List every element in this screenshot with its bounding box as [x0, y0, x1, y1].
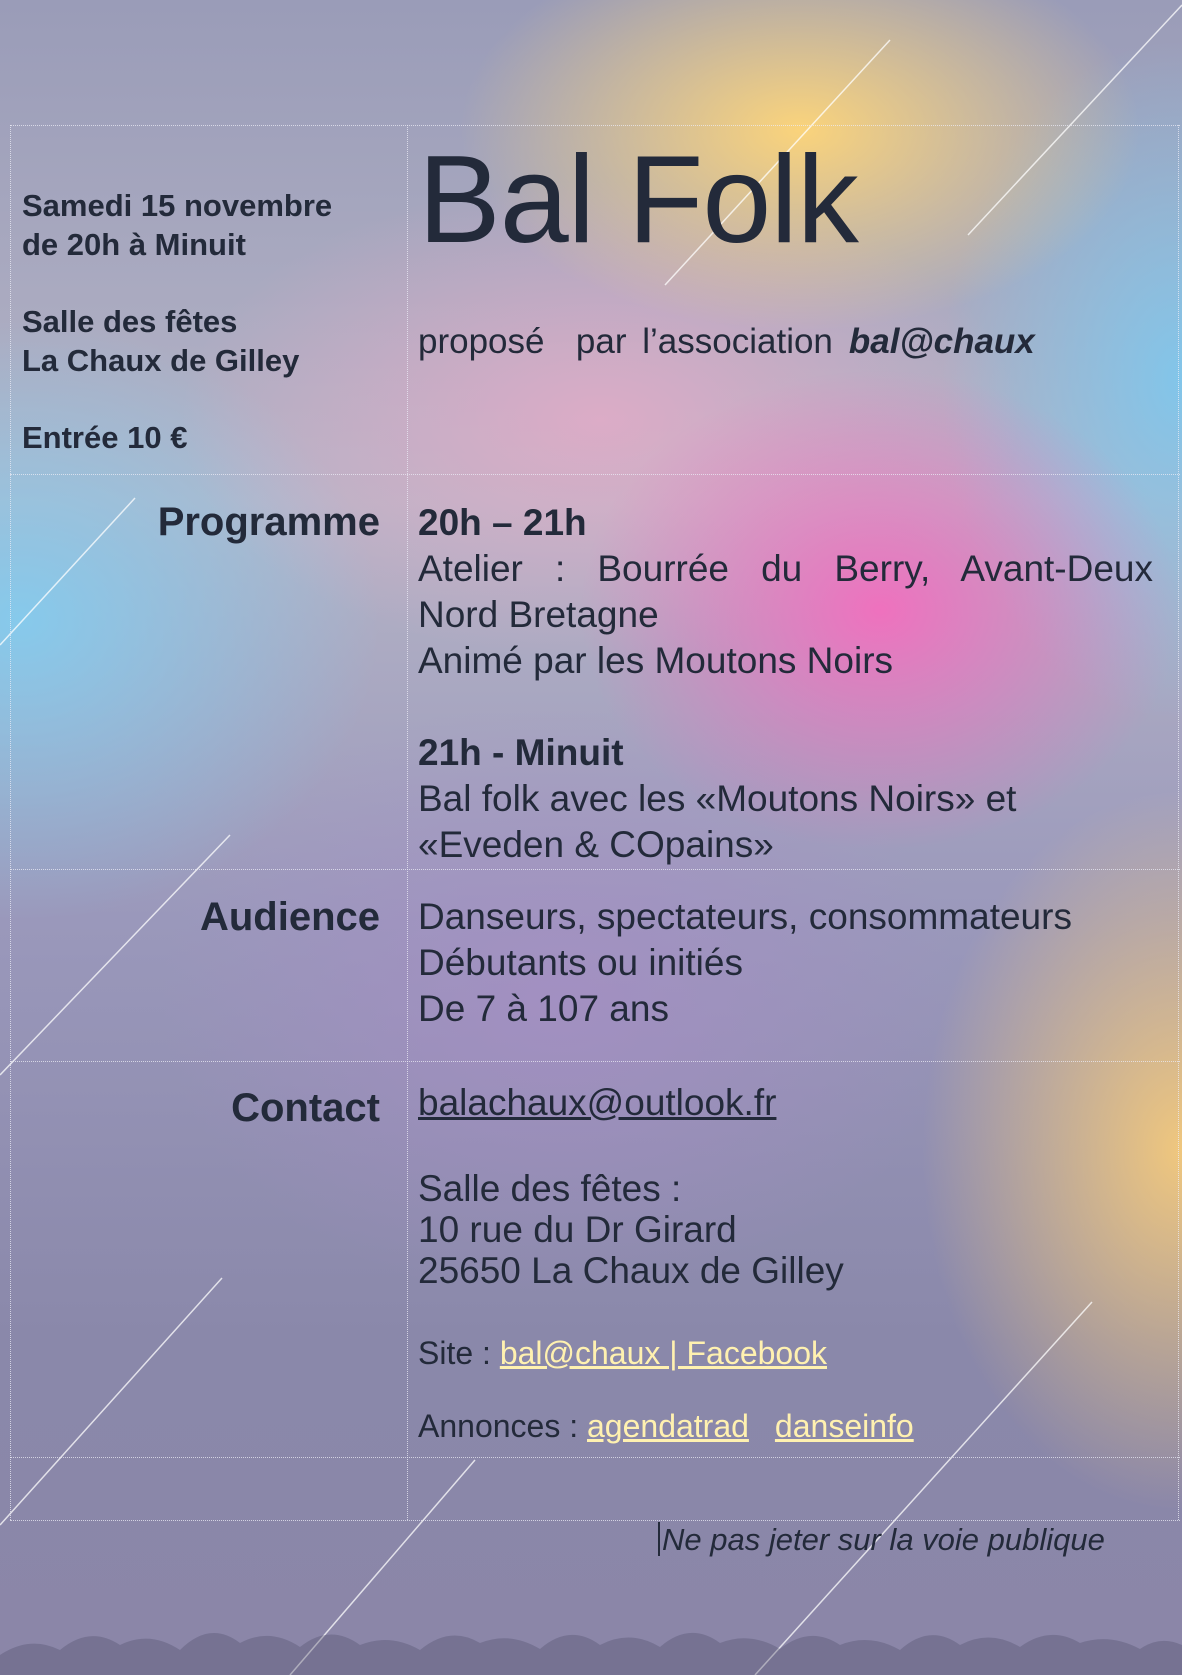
slot2-line1: Bal folk avec les «Moutons Noirs» et [418, 778, 1017, 819]
grid-line-bottom [10, 1520, 1180, 1521]
footer-notice-text: Ne pas jeter sur la voie publique [662, 1522, 1105, 1557]
association-name: bal@chaux [848, 322, 1035, 361]
grid-line-header-bottom [10, 474, 1180, 475]
slot1-time: 20h – 21h [418, 502, 587, 543]
slot2-time: 21h - Minuit [418, 732, 624, 773]
grid-line-audience-bottom [10, 1061, 1180, 1062]
grid-line-programme-bottom [10, 869, 1180, 870]
text-cursor-icon [658, 1522, 660, 1556]
association-prefix: proposé par l’association [418, 322, 833, 361]
address-street: 10 rue du Dr Girard [418, 1209, 737, 1250]
site-label: Site : [418, 1335, 500, 1371]
audience-line1: Danseurs, spectateurs, consommateurs [418, 896, 1072, 937]
grid-line-contact-bottom [10, 1457, 1180, 1458]
event-info [22, 186, 402, 457]
event-town: La Chaux de Gilley [22, 343, 300, 378]
facebook-link[interactable]: bal@chaux | Facebook [499, 1335, 828, 1371]
slot2-line2: «Eveden & COpains» [418, 824, 774, 865]
slot1-line2: Nord Bretagne [418, 594, 659, 635]
contact-content [418, 1082, 1153, 1447]
annonces-label: Annonces : [418, 1408, 587, 1444]
slot1-line3: Animé par les Moutons Noirs [418, 640, 894, 681]
address-title: Salle des fêtes : [418, 1168, 682, 1209]
event-price: Entrée 10 € [22, 420, 188, 455]
event-time: de 20h à Minuit [22, 227, 246, 262]
grid-line-middle [407, 125, 408, 1520]
slot1-line1: Atelier : Bourrée du Berry, Avant-Deux [418, 548, 1153, 589]
page-title: Bal Folk [418, 131, 858, 269]
contact-label: Contact [231, 1086, 380, 1130]
association-line [418, 322, 1035, 362]
audience-line3: De 7 à 107 ans [418, 988, 669, 1029]
agendatrad-link[interactable]: agendatrad [587, 1408, 749, 1444]
annonces-line [418, 1406, 1153, 1447]
audience-content [418, 894, 1153, 1032]
audience-line2: Débutants ou initiés [418, 942, 743, 983]
event-venue: Salle des fêtes [22, 304, 238, 339]
footer-notice [658, 1522, 1105, 1558]
programme-content [418, 500, 1153, 868]
grid-line-left [10, 125, 11, 1520]
dancers-silhouette [0, 1605, 1182, 1675]
address-city: 25650 La Chaux de Gilley [418, 1250, 844, 1291]
programme-label: Programme [157, 500, 380, 544]
audience-label: Audience [199, 895, 380, 939]
grid-line-right [1178, 125, 1179, 1520]
event-date: Samedi 15 novembre [22, 188, 333, 223]
site-line [418, 1333, 1153, 1374]
email-link[interactable]: balachaux@outlook.fr [418, 1082, 777, 1123]
grid-line-top [10, 125, 1180, 126]
danseinfo-link[interactable]: danseinfo [774, 1408, 914, 1444]
